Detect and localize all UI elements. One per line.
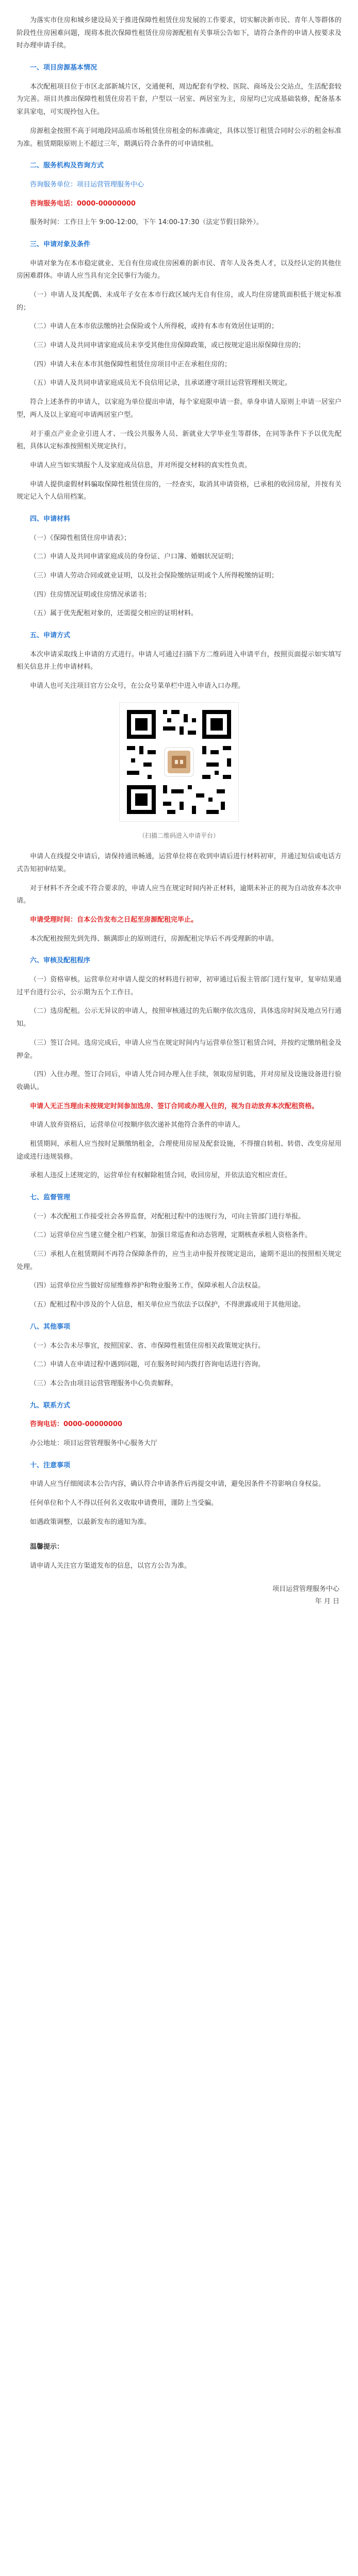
paragraph: （二）申请人及共同申请家庭成员的身份证、户口簿、婚姻状况证明； [30, 553, 238, 561]
paragraph: （一）申请人及其配偶、未成年子女在本市行政区域内无自有住房，或人均住房建筑面积低于规定标准的； [17, 291, 341, 312]
section-heading-6: 六、审核及配租程序 [30, 957, 91, 965]
paragraph: 咨询服务电话：0000-00000000 [30, 199, 136, 208]
paragraph: 房源租金按照不高于同地段同品质市场租赁住房租金的标准确定，具体以签订租赁合同时公示的租金标准为准。租赁期限原则上不超过三年，期满后符合条件的可申请续租。 [17, 127, 341, 148]
section-heading-9: 九、联系方式 [30, 1401, 71, 1410]
paragraph: 对于材料不齐全或不符合要求的，申请人应当在规定时间内补正材料，逾期未补正的视为自动放弃本次申请。 [17, 884, 341, 905]
paragraph: 申请对象为在本市稳定就业、无自有住房或住房困难的新市民、青年人及各类人才，以及经认定的其他住房困难群体。申请人应当具有完全民事行为能力。 [17, 259, 341, 280]
tip-text: 请申请人关注官方渠道发布的信息，以官方公告为准。 [30, 1562, 191, 1570]
paragraph: 本次申请采取线上申请的方式进行。申请人可通过扫描下方二维码进入申请平台，按照页面提示如实填写相关信息并上传申请材料。 [17, 650, 341, 671]
qr-caption: （扫描二维码进入申请平台） [138, 832, 219, 839]
paragraph: 咨询服务单位：项目运营管理服务中心 [30, 180, 144, 189]
section-heading-5: 五、申请方式 [30, 632, 71, 640]
paragraph: （二）选房配租。公示无异议的申请人，按照审核通过的先后顺序依次选房，具体选房时间及地点另行通知。 [17, 1007, 341, 1028]
paragraph: （三）承租人在租赁期间不再符合保障条件的，应当主动申报并按规定退出，逾期不退出的按照相关规定处理。 [17, 1250, 341, 1271]
paragraph: 申请人提供虚假材料骗取保障性租赁住房的，一经查实，取消其申请资格，已承租的收回房屋，并按有关规定记入个人信用档案。 [17, 480, 341, 501]
qr-code-graphic [120, 703, 238, 821]
paragraph: 申请人在线提交申请后，请保持通讯畅通，运营单位将在收到申请后进行材料初审，并通过短信或电话方式告知初审结果。 [17, 853, 341, 873]
paragraph: （一）本次配租工作接受社会各界监督，对配租过程中的违规行为，可向主管部门进行举报。 [30, 1212, 305, 1221]
paragraph: （四）入住办理。签订合同后，申请人凭合同办理入住手续，领取房屋钥匙，并对房屋及设施设备进行验收确认。 [17, 1071, 341, 1091]
paragraph: 承租人违反上述规定的，运营单位有权解除租赁合同，收回房屋，并依法追究相应责任。 [30, 1172, 292, 1180]
paragraph: 申请人应当仔细阅读本公告内容，确认符合申请条件后再提交申请，避免因条件不符影响自身权益。 [30, 1480, 326, 1488]
paragraph: （一）资格审核。运营单位对申请人提交的材料进行初审，初审通过后报主管部门进行复审，复审结果通过平台进行公示，公示期为五个工作日。 [17, 976, 341, 996]
paragraph: （一）本公告未尽事宜，按照国家、省、市保障性租赁住房相关政策规定执行。 [30, 1342, 265, 1350]
tip-title: 温馨提示： [30, 1543, 64, 1551]
paragraph: 如遇政策调整，以最新发布的通知为准。 [30, 1518, 151, 1526]
paragraph: 申请人无正当理由未按规定时间参加选房、签订合同或办理入住的，视为自动放弃本次配租资格。 [30, 1102, 319, 1110]
notice-intro: 为落实市住房和城乡建设局关于推进保障性租赁住房发展的工作要求，切实解决新市民、青年人等群体的阶段性住房困难问题，现将本批次保障性租赁住房房源配租有关事项公告如下，请符合条件的申请人按要求及时办理申请手续。 [17, 16, 341, 50]
issue-date: 年 月 日 [315, 1598, 339, 1606]
section-heading-4: 四、申请材料 [30, 515, 71, 523]
qr-code-icon[interactable] [119, 702, 239, 822]
paragraph: （一）《保障性租赁住房申请表》； [30, 534, 131, 542]
paragraph: （四）住房情况证明或住房情况承诺书； [30, 590, 151, 599]
paragraph: （二）申请人在申请过程中遇到问题，可在服务时间内拨打咨询电话进行咨询。 [30, 1361, 265, 1369]
section-heading-1: 一、项目房源基本情况 [30, 64, 97, 72]
paragraph: 租赁期间，承租人应当按时足额缴纳租金，合理使用房屋及配套设施，不得擅自转租、转借、改变房屋用途或进行违规装修。 [17, 1140, 341, 1161]
paragraph: 办公地址：项目运营管理服务中心服务大厅 [30, 1439, 158, 1447]
paragraph: （二）申请人在本市依法缴纳社会保险或个人所得税，或持有本市有效居住证明的； [30, 323, 279, 331]
paragraph: （五）配租过程中涉及的个人信息，相关单位应当依法予以保护，不得泄露或用于其他用途。 [30, 1301, 305, 1309]
paragraph: 申请人应当如实填报个人及家庭成员信息，并对所提交材料的真实性负责。 [30, 461, 252, 469]
signature-block [17, 1541, 341, 1608]
paragraph: （四）申请人未在本市其他保障性租赁住房项目中正在承租住房的； [30, 360, 232, 368]
paragraph: （五）申请人及共同申请家庭成员无不良信用记录，且承诺遵守项目运营管理相关规定。 [30, 379, 292, 387]
section-heading-2: 二、服务机构及咨询方式 [30, 162, 104, 170]
issuing-organization: 项目运营管理服务中心 [272, 1585, 339, 1593]
paragraph: 申请受理时间：自本公告发布之日起至房源配租完毕止。 [30, 916, 198, 924]
paragraph: 对于重点产业企业引进人才、一线公共服务人员、新就业大学毕业生等群体，在同等条件下予以优先配租，具体认定标准按照相关规定执行。 [17, 430, 341, 451]
paragraph: 任何单位和个人不得以任何名义收取申请费用，谨防上当受骗。 [30, 1499, 218, 1507]
qr-code-container[interactable] [17, 702, 341, 827]
paragraph: 服务时间：工作日上午 9:00-12:00，下午 14:00-17:30（法定节假日除外）。 [30, 218, 263, 227]
paragraph: 本次配租按照先到先得、额满即止的原则进行，房源配租完毕后不再受理新的申请。 [30, 935, 279, 943]
section-heading-10: 十、注意事项 [30, 1461, 71, 1469]
paragraph: （三）本公告由项目运营管理服务中心负责解释。 [30, 1379, 178, 1387]
paragraph: （五）属于优先配租对象的，还需提交相应的证明材料。 [30, 609, 198, 618]
paragraph: 咨询电话：0000-00000000 [30, 1420, 122, 1429]
paragraph: 申请人也可关注项目官方公众号，在公众号菜单栏中进入申请入口办理。 [30, 682, 245, 690]
paragraph: （三）申请人及共同申请家庭成员未享受其他住房保障政策，或已按规定退出原保障住房的； [30, 342, 305, 350]
paragraph: （四）运营单位应当做好房屋维修养护和物业服务工作，保障承租人合法权益。 [30, 1282, 265, 1290]
paragraph: 申请人放弃资格后，运营单位可按顺序依次递补其他符合条件的申请人。 [30, 1121, 245, 1129]
section-heading-3: 三、申请对象及条件 [30, 240, 91, 248]
paragraph: （三）申请人劳动合同或就业证明，以及社会保险缴纳证明或个人所得税缴纳证明； [30, 572, 279, 580]
paragraph: （三）签订合同。选房完成后，申请人应当在规定时间内与运营单位签订租赁合同，并按约定缴纳租金及押金。 [17, 1039, 341, 1060]
section-heading-7: 七、监督管理 [30, 1194, 71, 1202]
paragraph: 符合上述条件的申请人，以家庭为单位提出申请，每个家庭限申请一套。单身申请人原则上申请一居室户型，两人及以上家庭可申请两居室户型。 [17, 398, 341, 419]
section-heading-8: 八、其他事项 [30, 1323, 71, 1331]
paragraph: 本次配租项目位于市区北部新城片区，交通便利，周边配套有学校、医院、商场及公交站点，生活配套较为完善。项目共推出保障性租赁住房若干套，户型以一居室、两居室为主，房屋均已完成基础装修，配备基本家具家电，可实现拎包入住。 [17, 82, 341, 116]
paragraph: （二）运营单位应当建立健全租户档案，加强日常巡查和动态管理，定期核查承租人资格条件。 [30, 1231, 312, 1240]
